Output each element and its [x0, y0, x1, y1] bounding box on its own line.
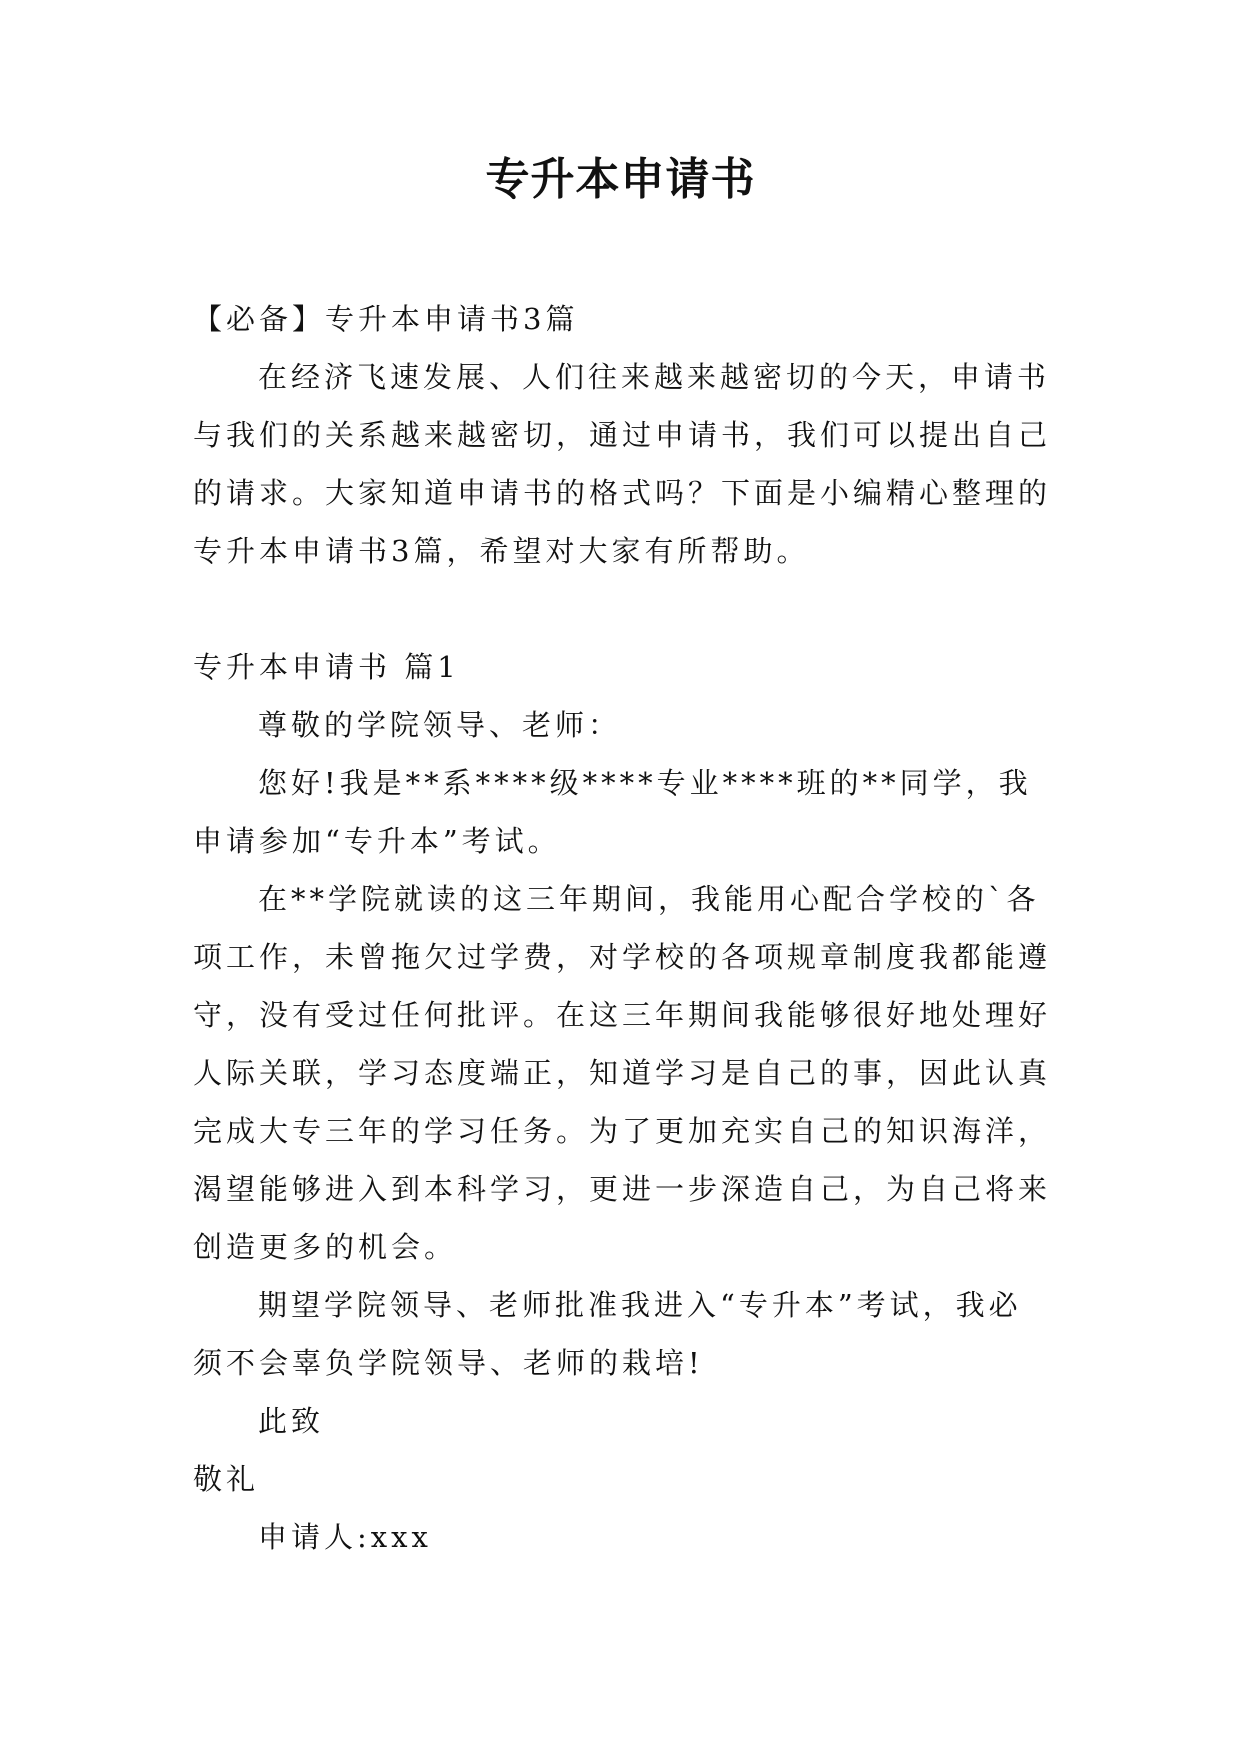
closing-line-2: 敬礼 — [193, 1462, 260, 1496]
document-body — [193, 290, 1053, 1566]
closing-line-1: 此致 — [258, 1404, 325, 1438]
intro-heading: 【必备】专升本申请书3篇 — [193, 302, 579, 336]
body-paragraph-2: 在**学院就读的这三年期间，我能用心配合学校的`各项工作，未曾拖欠过学费，对学校的各项规章制度我都能遵守，没有受过任何批评。在这三年期间我能够很好地处理好人际关联，学习态度端正，知道学习是自己的事，因此认真完成大专三年的学习任务。为了更加充实自己的知识海洋，渴望能够进入到本科学习，更进一步深造自己，为自己将来创造更多的机会。 — [193, 882, 1052, 1264]
salutation: 尊敬的学院领导、老师： — [258, 708, 622, 742]
page-title: 专升本申请书 — [485, 154, 756, 205]
body-paragraph-1: 您好!我是**系****级****专业****班的**同学，我申请参加“专升本”考试。 — [193, 766, 1032, 858]
signature: 申请人:xxx — [258, 1520, 432, 1554]
body-paragraph-3: 期望学院领导、老师批准我进入“专升本”考试，我必须不会辜负学院领导、老师的栽培! — [193, 1288, 1022, 1380]
intro-paragraph: 在经济飞速发展、人们往来越来越密切的今天，申请书与我们的关系越来越密切，通过申请书，我们可以提出自己的请求。大家知道申请书的格式吗？下面是小编精心整理的专升本申请书3篇，希望对大家有所帮助。 — [193, 360, 1052, 568]
section-title: 专升本申请书 篇1 — [193, 650, 460, 684]
paragraph-spacer — [193, 580, 1053, 638]
